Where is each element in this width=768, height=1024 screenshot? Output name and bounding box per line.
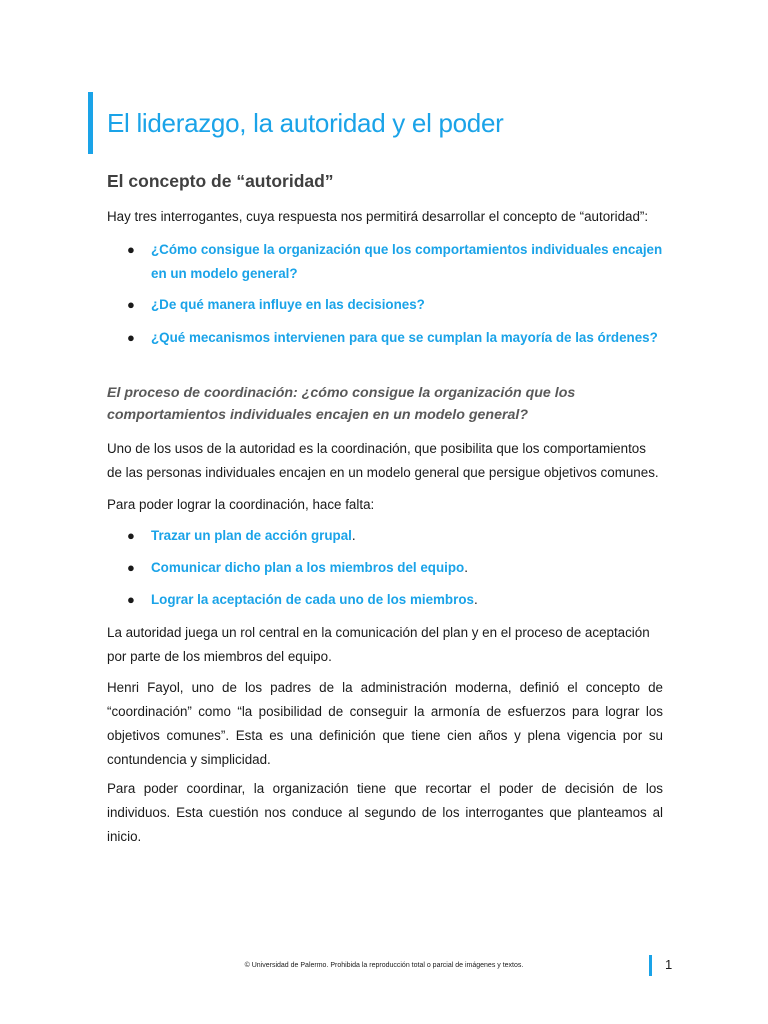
- step-line: [151, 524, 667, 548]
- page-title: El liderazgo, la autoridad y el poder: [107, 108, 504, 138]
- paragraph-coordination: Uno de los usos de la autoridad es la coordinación, que posibilita que los comportamientos de las personas individuales encajen en un modelo general que persigue objetivos comunes.: [107, 441, 659, 480]
- footer-copyright: © Universidad de Palermo. Prohibida la reproducción total o parcial de imágenes y textos.: [244, 962, 524, 969]
- step-text: Lograr la aceptación de cada uno de los miembros: [151, 592, 474, 607]
- bullet-dot-icon: ●: [127, 297, 135, 312]
- bullet-dot-icon: ●: [127, 592, 135, 607]
- bullet-dot-icon: ●: [127, 560, 135, 575]
- step-line: [151, 588, 667, 612]
- paragraph-decision-power: Para poder coordinar, la organización tiene que recortar el poder de decisión de los individuos. Esta cuestión nos conduce al segundo de los interrogantes que planteamos al inicio.: [107, 781, 663, 844]
- section-subtitle: El concepto de “autoridad”: [107, 171, 334, 191]
- question-text: ¿De qué manera influye en las decisiones?: [151, 297, 425, 312]
- paragraph-authority-role: La autoridad juega un rol central en la comunicación del plan y en el proceso de aceptación por parte de los miembros del equipo.: [107, 625, 650, 664]
- step-text: Trazar un plan de acción grupal: [151, 528, 352, 543]
- paragraph-fayol: Henri Fayol, uno de los padres de la administración moderna, definió el concepto de “coordinación” como “la posibilidad de conseguir la armonía de esfuerzos para lograr los objetivos comunes”. Esta es una definición que tiene cien años y plena vigencia por su contundencia y simplicidad.: [107, 680, 663, 767]
- paragraph-requirements: Para poder lograr la coordinación, hace falta:: [107, 497, 375, 512]
- page-number-bar: [649, 955, 652, 976]
- step-text: Comunicar dicho plan a los miembros del equipo: [151, 560, 465, 575]
- step-punctuation: .: [351, 528, 356, 543]
- step-punctuation: .: [473, 592, 478, 607]
- question-text: ¿Qué mecanismos intervienen para que se cumplan la mayoría de las órdenes?: [151, 330, 658, 345]
- bullet-dot-icon: ●: [127, 242, 135, 257]
- step-punctuation: .: [464, 560, 468, 575]
- step-line: [151, 556, 667, 580]
- title-accent-bar: [88, 92, 93, 154]
- page-number: 1: [665, 957, 673, 972]
- question-text: ¿Cómo consigue la organización que los comportamientos individuales encajen en un modelo general?: [151, 242, 663, 281]
- bullet-dot-icon: ●: [127, 330, 135, 345]
- bullet-dot-icon: ●: [127, 528, 135, 543]
- section-heading-italic: El proceso de coordinación: ¿cómo consigue la organización que los comportamientos individuales encajen en un modelo general?: [107, 385, 576, 423]
- intro-paragraph: Hay tres interrogantes, cuya respuesta nos permitirá desarrollar el concepto de “autoridad”:: [107, 209, 649, 224]
